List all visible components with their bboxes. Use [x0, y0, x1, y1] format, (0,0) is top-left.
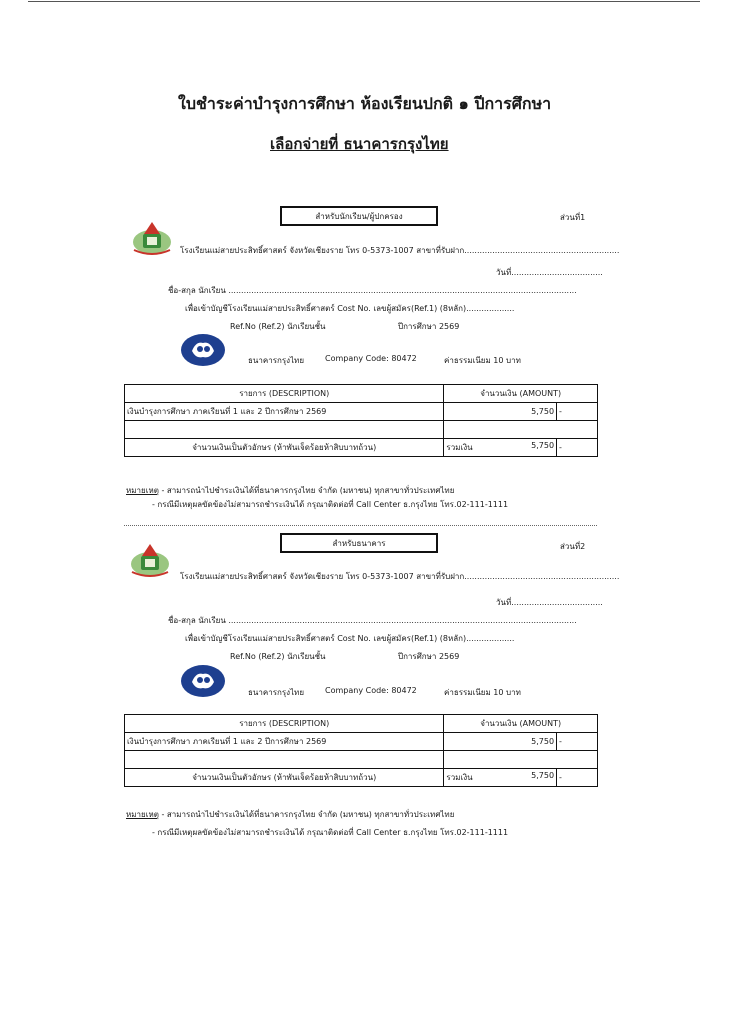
school-logo-icon — [130, 218, 174, 258]
part-label: ส่วนที่1 — [560, 213, 586, 222]
section-box-label — [280, 533, 438, 553]
school-logo-icon — [128, 540, 172, 580]
table-total-row — [125, 769, 598, 787]
company-code: Company Code: 80472 — [325, 354, 417, 363]
total-label: รวมเงิน — [446, 773, 473, 782]
top-border-line — [28, 1, 700, 2]
amount-in-words: จำนวนเงินเป็นตัวอักษร (ห้าพันเจ็ดร้อยห้าสิบบาทถ้วน) — [125, 769, 444, 787]
date-line: วันที่.................................... — [496, 268, 603, 277]
table-row-empty — [125, 421, 598, 439]
total-cell — [444, 439, 557, 457]
total-amount: 5,750 — [531, 441, 555, 450]
item-amount: 5,750 — [444, 403, 557, 421]
table-header-row — [125, 385, 598, 403]
header-description: รายการ (DESCRIPTION) — [125, 385, 444, 403]
total-amount: 5,750 — [531, 771, 555, 780]
fee-label: ค่าธรรมเนียม 10 บาท — [444, 356, 521, 365]
table-row-empty — [125, 751, 598, 769]
note-line-1 — [126, 484, 454, 497]
table-row — [125, 733, 598, 751]
section-box-label-text: สำหรับนักเรียน/ผู้ปกครอง — [315, 211, 403, 221]
account-line: เพื่อเข้าบัญชีโรงเรียนแม่สายประสิทธิ์ศาสตร์ Cost No. เลขผู้สมัคร(Ref.1) (8หลัก)................... — [185, 634, 515, 643]
item-amount: 5,750 — [444, 733, 557, 751]
item-amount-dash: - — [557, 403, 598, 421]
krungthai-bank-logo-icon — [180, 333, 226, 367]
note-line-2: - กรณีมีเหตุผลขัดข้องไม่สามารถชำระเงินได้ กรุณาติดต่อที่ Call Center ธ.กรุงไทย โทร.02-111-1111 — [152, 828, 509, 837]
header-description: รายการ (DESCRIPTION) — [125, 715, 444, 733]
part-label: ส่วนที่2 — [560, 542, 586, 551]
header-amount: จำนวนเงิน (AMOUNT) — [444, 385, 598, 403]
total-amount-dash: - — [557, 439, 598, 457]
bank-name: ธนาคารกรุงไทย — [248, 688, 305, 697]
total-label: รวมเงิน — [446, 443, 473, 452]
student-name-line: ชื่อ-สกุล นักเรียน ......................................................................................................................................... — [168, 616, 577, 625]
table-total-row — [125, 439, 598, 457]
krungthai-bank-logo-icon — [180, 664, 226, 698]
note-line-1 — [126, 808, 454, 821]
note-label: หมายเหตุ — [126, 810, 159, 819]
note-text-1: - สามารถนำไปชำระเงินได้ที่ธนาคารกรุงไทย จำกัด (มหาชน) ทุกสาขาทั่วประเทศไทย — [158, 486, 455, 495]
payment-table — [124, 714, 598, 787]
academic-year: ปีการศึกษา 2569 — [398, 652, 460, 661]
note-line-2: - กรณีมีเหตุผลขัดข้องไม่สามารถชำระเงินได้ กรุณาติดต่อที่ Call Center ธ.กรุงไทย โทร.02-111-1111 — [152, 500, 509, 509]
ref2-label: Ref.No (Ref.2) นักเรียนชั้น — [230, 322, 326, 331]
table-row — [125, 403, 598, 421]
bank-name: ธนาคารกรุงไทย — [248, 356, 305, 365]
item-description: เงินบำรุงการศึกษา ภาคเรียนที่ 1 และ 2 ปีการศึกษา 2569 — [125, 733, 444, 751]
school-info-line: โรงเรียนแม่สายประสิทธิ์ศาสตร์ จังหวัดเชียงราย โทร 0-5373-1007 สาขาที่รับฝาก............................................................. — [180, 246, 620, 255]
school-info-line: โรงเรียนแม่สายประสิทธิ์ศาสตร์ จังหวัดเชียงราย โทร 0-5373-1007 สาขาที่รับฝาก............................................................. — [180, 572, 620, 581]
payment-table — [124, 384, 598, 457]
ref2-label: Ref.No (Ref.2) นักเรียนชั้น — [230, 652, 326, 661]
account-line: เพื่อเข้าบัญชีโรงเรียนแม่สายประสิทธิ์ศาสตร์ Cost No. เลขผู้สมัคร(Ref.1) (8หลัก)................... — [185, 304, 515, 313]
document-title: ใบชำระค่าบำรุงการศึกษา ห้องเรียนปกติ ๑ ปีการศึกษา — [178, 94, 552, 113]
section-box-label-text: สำหรับธนาคาร — [332, 538, 386, 548]
total-amount-dash: - — [557, 769, 598, 787]
header-amount: จำนวนเงิน (AMOUNT) — [444, 715, 598, 733]
amount-in-words: จำนวนเงินเป็นตัวอักษร (ห้าพันเจ็ดร้อยห้าสิบบาทถ้วน) — [125, 439, 444, 457]
note-text-1: - สามารถนำไปชำระเงินได้ที่ธนาคารกรุงไทย จำกัด (มหาชน) ทุกสาขาทั่วประเทศไทย — [158, 810, 455, 819]
item-description: เงินบำรุงการศึกษา ภาคเรียนที่ 1 และ 2 ปีการศึกษา 2569 — [125, 403, 444, 421]
section-box-label — [280, 206, 438, 226]
student-name-line: ชื่อ-สกุล นักเรียน ......................................................................................................................................... — [168, 286, 577, 295]
total-cell — [444, 769, 557, 787]
fee-label: ค่าธรรมเนียม 10 บาท — [444, 688, 521, 697]
document-subtitle: เลือกจ่ายที่ ธนาคารกรุงไทย — [270, 135, 449, 153]
date-line: วันที่.................................... — [496, 598, 603, 607]
note-label: หมายเหตุ — [126, 486, 159, 495]
academic-year: ปีการศึกษา 2569 — [398, 322, 460, 331]
item-amount-dash: - — [557, 733, 598, 751]
cut-line-divider — [124, 525, 597, 526]
company-code: Company Code: 80472 — [325, 686, 417, 695]
table-header-row — [125, 715, 598, 733]
